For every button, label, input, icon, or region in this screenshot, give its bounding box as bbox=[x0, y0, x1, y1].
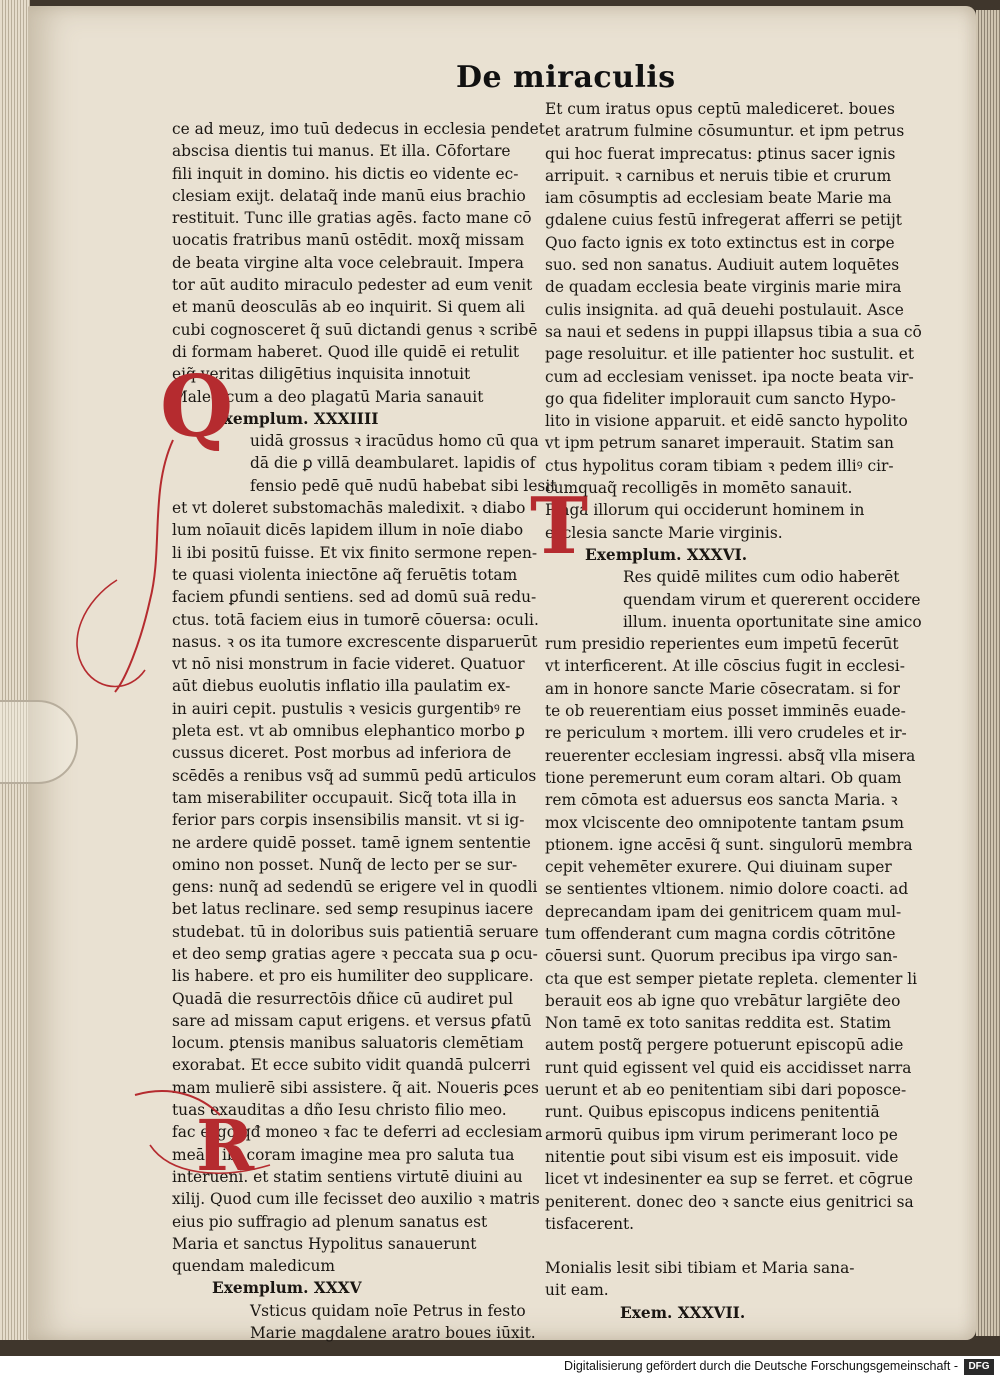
text-line: ctus. totā faciem eius in tumorē cōuersa: oculi. bbox=[172, 610, 539, 629]
text-line: go qua fideliter implorauit cum sancto Hypo- bbox=[545, 389, 896, 408]
text-line: in auiri cepit. pustulis ꝛ vesicis gurgentibꝰ re bbox=[172, 699, 522, 718]
text-line: mam mulierē sibi assistere. q̃ ait. Noueris ꝑces bbox=[172, 1078, 539, 1097]
text-line: licet vt indesinenter ea sup se ferret. et cōgrue bbox=[545, 1170, 914, 1189]
text-line: tor aūt audito miraculo pedester ad eum venit bbox=[172, 276, 533, 295]
text-line: bet latus reclinare. sed semꝑ resupinus iacere bbox=[172, 900, 534, 919]
text-line: autem postq̃ pergere potuerunt episcopū adie bbox=[545, 1036, 904, 1055]
text-line: rem cōmota est aduersus eos sancta Maria. ꝛ bbox=[545, 791, 898, 810]
text-line: Maria et sanctus Hypolitus sanauerunt bbox=[172, 1234, 477, 1253]
text-line: cum ad ecclesiam venisset. ipa nocte beata vir- bbox=[545, 367, 914, 386]
exemplum-heading: Exemplum. XXXV bbox=[212, 1279, 362, 1298]
text-line bbox=[545, 1235, 905, 1257]
text-line: scēdēs a renibus vsq̃ ad summū pedū articulos bbox=[172, 766, 537, 785]
text-line: sa naui et sedens in puppi illapsus tibia a sua cō bbox=[545, 322, 922, 341]
text-line: gdalene cuius festū infregerat afferri se petijt bbox=[545, 211, 902, 230]
text-line: te quasi violenta iniectōne aq̃ feruētis totam bbox=[172, 565, 518, 584]
text-line: Monialis lesit sibi tibiam et Maria sana- bbox=[545, 1259, 855, 1278]
text-line: fili inquit in domino. his dictis eo vidente ec- bbox=[172, 164, 519, 183]
text-line: quendam maledicum bbox=[172, 1257, 335, 1276]
text-line: nasus. ꝛ os ita tumore excrescente disparuerūt bbox=[172, 632, 538, 651]
text-line: ce ad meuz, imo tuū dedecus in ecclesia pendet bbox=[172, 120, 545, 138]
text-line: abscisa dientis tui manus. Et illa. Cōfortare bbox=[172, 142, 511, 161]
page-tab-marker bbox=[0, 700, 78, 784]
text-line: vt ipm petrum sanaret imperauit. Statim san bbox=[545, 434, 894, 453]
text-line: lum noīauit dicēs lapidem illum in noīe diabo bbox=[172, 521, 524, 540]
text-line: runt quid egissent vel quid eis accidisset narra bbox=[545, 1058, 912, 1077]
text-line: tum offenderant cum magna cordis cōtritōne bbox=[545, 924, 896, 943]
text-line: tione peremerunt eum coram altari. Ob quam bbox=[545, 768, 902, 787]
text-line: armorū quibus ipm virum perimerant loco pe bbox=[545, 1125, 898, 1144]
text-line: lis habere. et pro eis humiliter deo supplicare. bbox=[172, 967, 534, 986]
text-line: berauit eos ab igne quo vrebātur largiēte deo bbox=[545, 991, 901, 1010]
text-line: sare ad missam caput erigens. et versus ꝑfatū bbox=[172, 1011, 532, 1030]
text-line: vt interficerent. At ille cōscius fugit in ecclesi- bbox=[545, 657, 905, 676]
text-line: page resoluitur. et ille patienter hoc sustulit. et bbox=[545, 345, 915, 364]
left-page-edges bbox=[0, 0, 30, 1340]
text-line: studebat. tū in doloribus suis patientiā seruare bbox=[172, 922, 539, 941]
running-head: De miraculis bbox=[456, 60, 676, 95]
text-line: iam cōsumptis ad ecclesiam beate Marie ma bbox=[545, 189, 892, 208]
text-line: cubi cognosceret q̃ suū dictandi genus ꝛ scribē bbox=[172, 320, 538, 339]
text-line: se sentientes vltionem. nimio dolore coacti. ad bbox=[545, 880, 909, 899]
text-line: de beata virgine alta voce celebrauit. Impera bbox=[172, 253, 524, 272]
exemplum-heading: Exemplum. XXXVI. bbox=[585, 545, 748, 564]
text-line: deprecandam ipam dei genitricem quam mul- bbox=[545, 902, 902, 921]
text-line: rum presidio reperientes eum impetū fecerūt bbox=[545, 635, 899, 654]
text-line: uocatis fratribus manū ostēdit. moxq̃ missam bbox=[172, 231, 525, 250]
text-line: culis insignita. ad quā deuehi postulauit. Asce bbox=[545, 300, 904, 319]
text-line: et deo semꝑ gratias agere ꝛ peccata sua ꝑ ocu- bbox=[172, 944, 538, 963]
text-line: xilij. Quod cum ille fecisset deo auxilio ꝛ matris bbox=[172, 1190, 540, 1209]
red-flourish-q bbox=[55, 430, 185, 700]
red-flourish-r bbox=[130, 1085, 280, 1185]
text-line: ctus hypolitus coram tibiam ꝛ pedem illiꝰ cir- bbox=[545, 456, 894, 475]
text-line: uidā grossus ꝛ iracūdus homo cū qua bbox=[250, 432, 539, 451]
fore-edge bbox=[976, 10, 1000, 1336]
text-line: ferior pars corꝑis insensibilis mansit. vt si ig- bbox=[172, 811, 525, 830]
text-line: cta que est semper pietate repleta. clementer li bbox=[545, 969, 918, 988]
text-line: nitentie ꝑout sibi visum est eis imposuit. vide bbox=[545, 1147, 899, 1166]
text-line: eius pio suffragio ad plenum sanatus est bbox=[172, 1212, 488, 1231]
text-line: Res quidē milites cum odio haberēt bbox=[623, 568, 900, 587]
text-line: exorabat. Et ecce subito vidit quandā pulcerri bbox=[172, 1056, 531, 1075]
text-line: ecclesia sancte Marie virginis. bbox=[545, 523, 783, 542]
text-line: et vt doleret substomachās maledixit. ꝛ diabo bbox=[172, 499, 526, 518]
text-line: Quadā die resurrectōis dñice cū audiret pul bbox=[172, 989, 514, 1008]
text-line: fensio pedē quē nudū habebat sibi lesit bbox=[250, 476, 557, 495]
text-line: Plaga illorum qui occiderunt hominem in bbox=[545, 501, 865, 520]
text-line: vt nō nisi monstrum in facie videret. Quatuor bbox=[172, 655, 525, 674]
text-line: qui hoc fuerat imprecatus: ꝑtinus sacer ignis bbox=[545, 144, 896, 163]
text-line: lito in visione apparuit. et eidē sancto hypolito bbox=[545, 412, 908, 431]
text-line: interueni. et statim sentiens virtutē diuini au bbox=[172, 1167, 523, 1186]
text-line: te ob reuerentiam eius posset imminēs euade- bbox=[545, 702, 906, 721]
text-line: meā ꝛ ibi coram imagine mea pro saluta tua bbox=[172, 1145, 515, 1164]
text-line: ne ardere quidē posset. tamē ignem sententie bbox=[172, 833, 531, 852]
initial-t: T bbox=[530, 481, 589, 572]
text-line: Marie magdalene aratro boues iūxit. bbox=[250, 1324, 536, 1343]
text-line: clesiam exijt. delataq̃ inde manū eius brachio bbox=[172, 186, 526, 205]
text-line: fac ergo qđ moneo ꝛ fac te deferri ad ecclesiam bbox=[172, 1123, 543, 1142]
text-line: cumquaq̃ recolligēs in momēto sanauit. bbox=[545, 479, 853, 498]
text-line: ptionem. igne accēsi q̃ sunt. singulorū membra bbox=[545, 835, 913, 854]
text-line: de quadam ecclesia beate virginis marie mira bbox=[545, 278, 902, 297]
text-line: am in honore sancte Marie cōsecratam. si for bbox=[545, 679, 900, 698]
initial-r: R bbox=[196, 1104, 255, 1187]
text-line: illum. inuenta oportunitate sine amico bbox=[623, 612, 922, 631]
text-line: li ibi positū fuisse. Et vix finito sermone repen- bbox=[172, 543, 538, 562]
text-line: et aratrum fulmine cōsumuntur. et ipm petrus bbox=[545, 122, 905, 141]
text-line: locum. ꝑtensis manibus saluatoris clemētiam bbox=[172, 1034, 524, 1053]
text-line: Non tamē ex toto sanitas reddita est. Statim bbox=[545, 1014, 891, 1033]
text-line: Quo facto ignis ex toto extinctus est in corꝑe bbox=[545, 233, 895, 252]
text-line: tuas exauditas a dño Iesu christo filio meo. bbox=[172, 1101, 507, 1120]
text-line: suo. sed non sanatus. Audiuit autem loquētes bbox=[545, 256, 900, 275]
text-line: Et cum iratus opus ceptū malediceret. boues bbox=[545, 100, 895, 118]
text-line: pleta est. vt ab omnibus elephantico morbo ꝑ bbox=[172, 722, 525, 741]
text-line: uit eam. bbox=[545, 1281, 609, 1300]
exemplum-heading: Exem. XXXVII. bbox=[620, 1303, 746, 1322]
text-line: runt. Quibus episcopus indicens penitentiā bbox=[545, 1103, 880, 1122]
text-line: uerunt et ab eo penitentiam sibi dari poposce- bbox=[545, 1081, 907, 1100]
funding-credit: Digitalisierung gefördert durch die Deutsche Forschungsgemeinschaft - bbox=[564, 1359, 958, 1373]
text-line: eiq̃ veritas diligētius inquisita innotuit bbox=[172, 365, 471, 384]
text-line: et manū deosculās ab eo inquirit. Si quem ali bbox=[172, 298, 525, 317]
right-column bbox=[545, 98, 922, 1324]
text-line: cepit vehemēter exurere. Qui diuinam super bbox=[545, 858, 892, 877]
text-line: peniterent. donec deo ꝛ sancte eius genitrici sa bbox=[545, 1192, 914, 1211]
text-line: cōuersi sunt. Quorum precibus ipa virgo san- bbox=[545, 947, 898, 966]
text-line: quendam virum et quererent occidere bbox=[623, 590, 921, 609]
text-line: di formam haberet. Quod ille quidē ei retulit bbox=[172, 342, 520, 361]
text-line: omino non posset. Nunq̃ de lecto per se sur- bbox=[172, 855, 518, 874]
text-line: dā die ꝑ villā deambularet. lapidis of bbox=[250, 454, 536, 473]
text-line: tisfacerent. bbox=[545, 1214, 635, 1233]
exemplum-heading: Exemplum. XXXIIII bbox=[212, 409, 379, 428]
text-line: aūt diebus euolutis inflatio illa paulatim ex- bbox=[172, 677, 511, 696]
text-line: re periculum ꝛ mortem. illi vero crudeles et ir- bbox=[545, 724, 907, 743]
footer-bar bbox=[0, 1356, 1000, 1379]
text-line: cussus diceret. Post morbus ad inferiora de bbox=[172, 744, 512, 763]
text-line: reuerenter ecclesiam ingressi. absq̃ vlla misera bbox=[545, 746, 916, 765]
text-line: restituit. Tunc ille gratias agēs. facto mane cō bbox=[172, 209, 532, 228]
text-line: Vsticus quidam noīe Petrus in festo bbox=[250, 1301, 526, 1320]
initial-q: Q bbox=[160, 357, 234, 456]
text-line: Maledicum a deo plagatū Maria sanauit bbox=[172, 387, 484, 406]
text-line: arripuit. ꝛ carnibus et neruis tibie et crurum bbox=[545, 166, 892, 185]
text-line: tam miserabiliter occupauit. Sicq̃ tota illa in bbox=[172, 788, 517, 807]
text-line: mox vlciscente deo omnipotente tantam ꝑsum bbox=[545, 813, 904, 832]
text-line: faciem ꝑfundi sentiens. sed ad domū suā redu- bbox=[172, 588, 537, 607]
dfg-logo: DFG bbox=[964, 1359, 994, 1375]
text-line: gens: nunq̃ ad sedendū se erigere vel in quodli bbox=[172, 878, 538, 897]
